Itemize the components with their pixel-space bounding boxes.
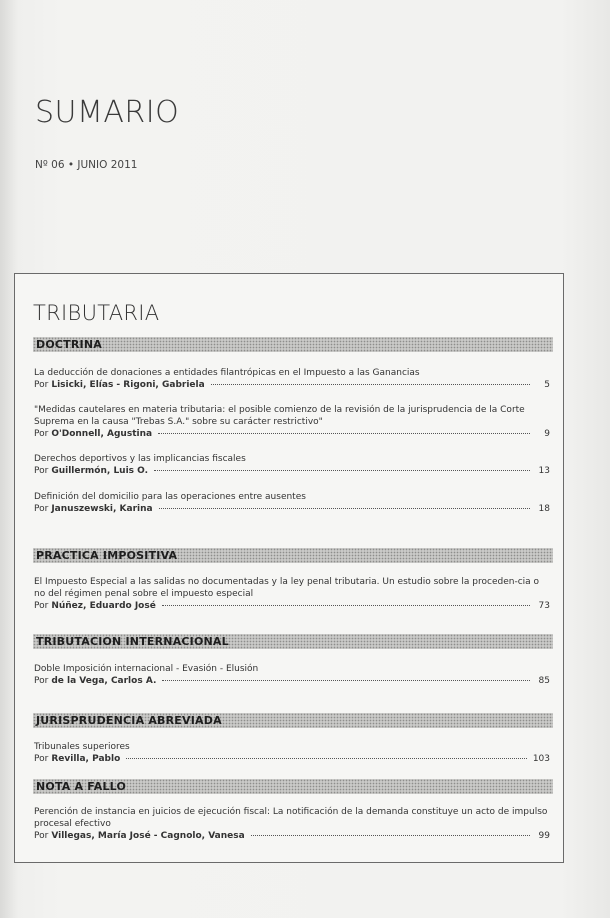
entry-prefix: Por [34, 380, 49, 390]
toc-entry[interactable] [34, 453, 550, 477]
toc-entry[interactable] [34, 404, 550, 440]
entry-page: 18 [538, 504, 550, 514]
entry-prefix: Por [34, 831, 49, 841]
entry-author: Januszewski, Karina [51, 504, 153, 514]
toc-entry[interactable] [34, 741, 550, 765]
entry-title: Tribunales superiores [34, 742, 130, 752]
entry-author: Revilla, Pablo [51, 754, 121, 764]
section-header-doctrina [33, 337, 553, 352]
entry-page: 5 [544, 380, 550, 390]
entry-prefix: Por [34, 504, 49, 514]
entry-prefix: Por [34, 466, 49, 476]
dot-leader [159, 508, 530, 509]
entry-title: Derechos deportivos y las implicancias fiscales [34, 454, 246, 464]
entry-page: 103 [532, 754, 550, 764]
entry-title: El Impuesto Especial a las salidas no documentadas y la ley penal tributaria. Un estudio sobre la proceden-cia o no del régimen penal sobre el impuesto especial [34, 577, 540, 599]
entry-author: Lisicki, Elías - Rigoni, Gabriela [51, 380, 205, 390]
toc-entry[interactable] [34, 491, 550, 515]
toc-entry[interactable] [34, 576, 550, 612]
toc-entry[interactable] [34, 367, 550, 391]
entry-prefix: Por [34, 429, 49, 439]
entry-page: 85 [538, 676, 550, 686]
entry-author: Núñez, Eduardo José [51, 601, 156, 611]
entry-title: Perención de instancia en juicios de ejecución fiscal: La notificación de la demanda constituye un acto de impulso procesal efectivo [34, 807, 548, 829]
entry-title: Definición del domicilio para las operaciones entre ausentes [34, 492, 306, 502]
contents-box [14, 273, 564, 863]
toc-entry[interactable] [34, 806, 550, 842]
section-title: JURISPRUDENCIA ABREVIADA [36, 714, 222, 727]
dot-leader [126, 758, 527, 759]
entry-title: "Medidas cautelares en materia tributaria: el posible comienzo de la revisión de la jurisprudencia de la Corte Suprema en la causa "Trebas S.A." sobre su carácter restrictivo" [34, 405, 525, 427]
entry-prefix: Por [34, 601, 49, 611]
section-title: PRACTICA IMPOSITIVA [36, 549, 178, 562]
dot-leader [154, 470, 530, 471]
dot-leader [211, 384, 530, 385]
entry-prefix: Por [34, 754, 49, 764]
dot-leader [162, 605, 530, 606]
entry-author: Villegas, María José - Cagnolo, Vanesa [51, 831, 245, 841]
dot-leader [158, 433, 530, 434]
section-header-practica-impositiva [33, 548, 553, 563]
entry-page: 99 [538, 831, 550, 841]
section-header-nota-a-fallo [33, 779, 553, 794]
section-header-jurisprudencia-abreviada [33, 713, 553, 728]
dot-leader [251, 835, 530, 836]
section-title: DOCTRINA [36, 338, 102, 351]
entry-prefix: Por [34, 676, 49, 686]
entry-author: O'Donnell, Agustina [51, 429, 153, 439]
section-header-tributacion-internacional [33, 634, 553, 649]
entry-page: 13 [538, 466, 550, 476]
entry-author: Guillermón, Luis O. [51, 466, 149, 476]
entry-page: 9 [544, 429, 550, 439]
page-title: SUMARIO [35, 95, 180, 130]
section-title: NOTA A FALLO [36, 780, 127, 793]
toc-entry[interactable] [34, 663, 550, 687]
issue-label: Nº 06 • JUNIO 2011 [35, 159, 138, 171]
entry-title: La deducción de donaciones a entidades filantrópicas en el Impuesto a las Ganancias [34, 368, 420, 378]
section-title: TRIBUTACION INTERNACIONAL [36, 635, 229, 648]
box-title: TRIBUTARIA [33, 301, 160, 325]
dot-leader [162, 680, 530, 681]
entry-title: Doble Imposición internacional - Evasión - Elusión [34, 664, 259, 674]
entry-page: 73 [538, 601, 550, 611]
entry-author: de la Vega, Carlos A. [51, 676, 157, 686]
